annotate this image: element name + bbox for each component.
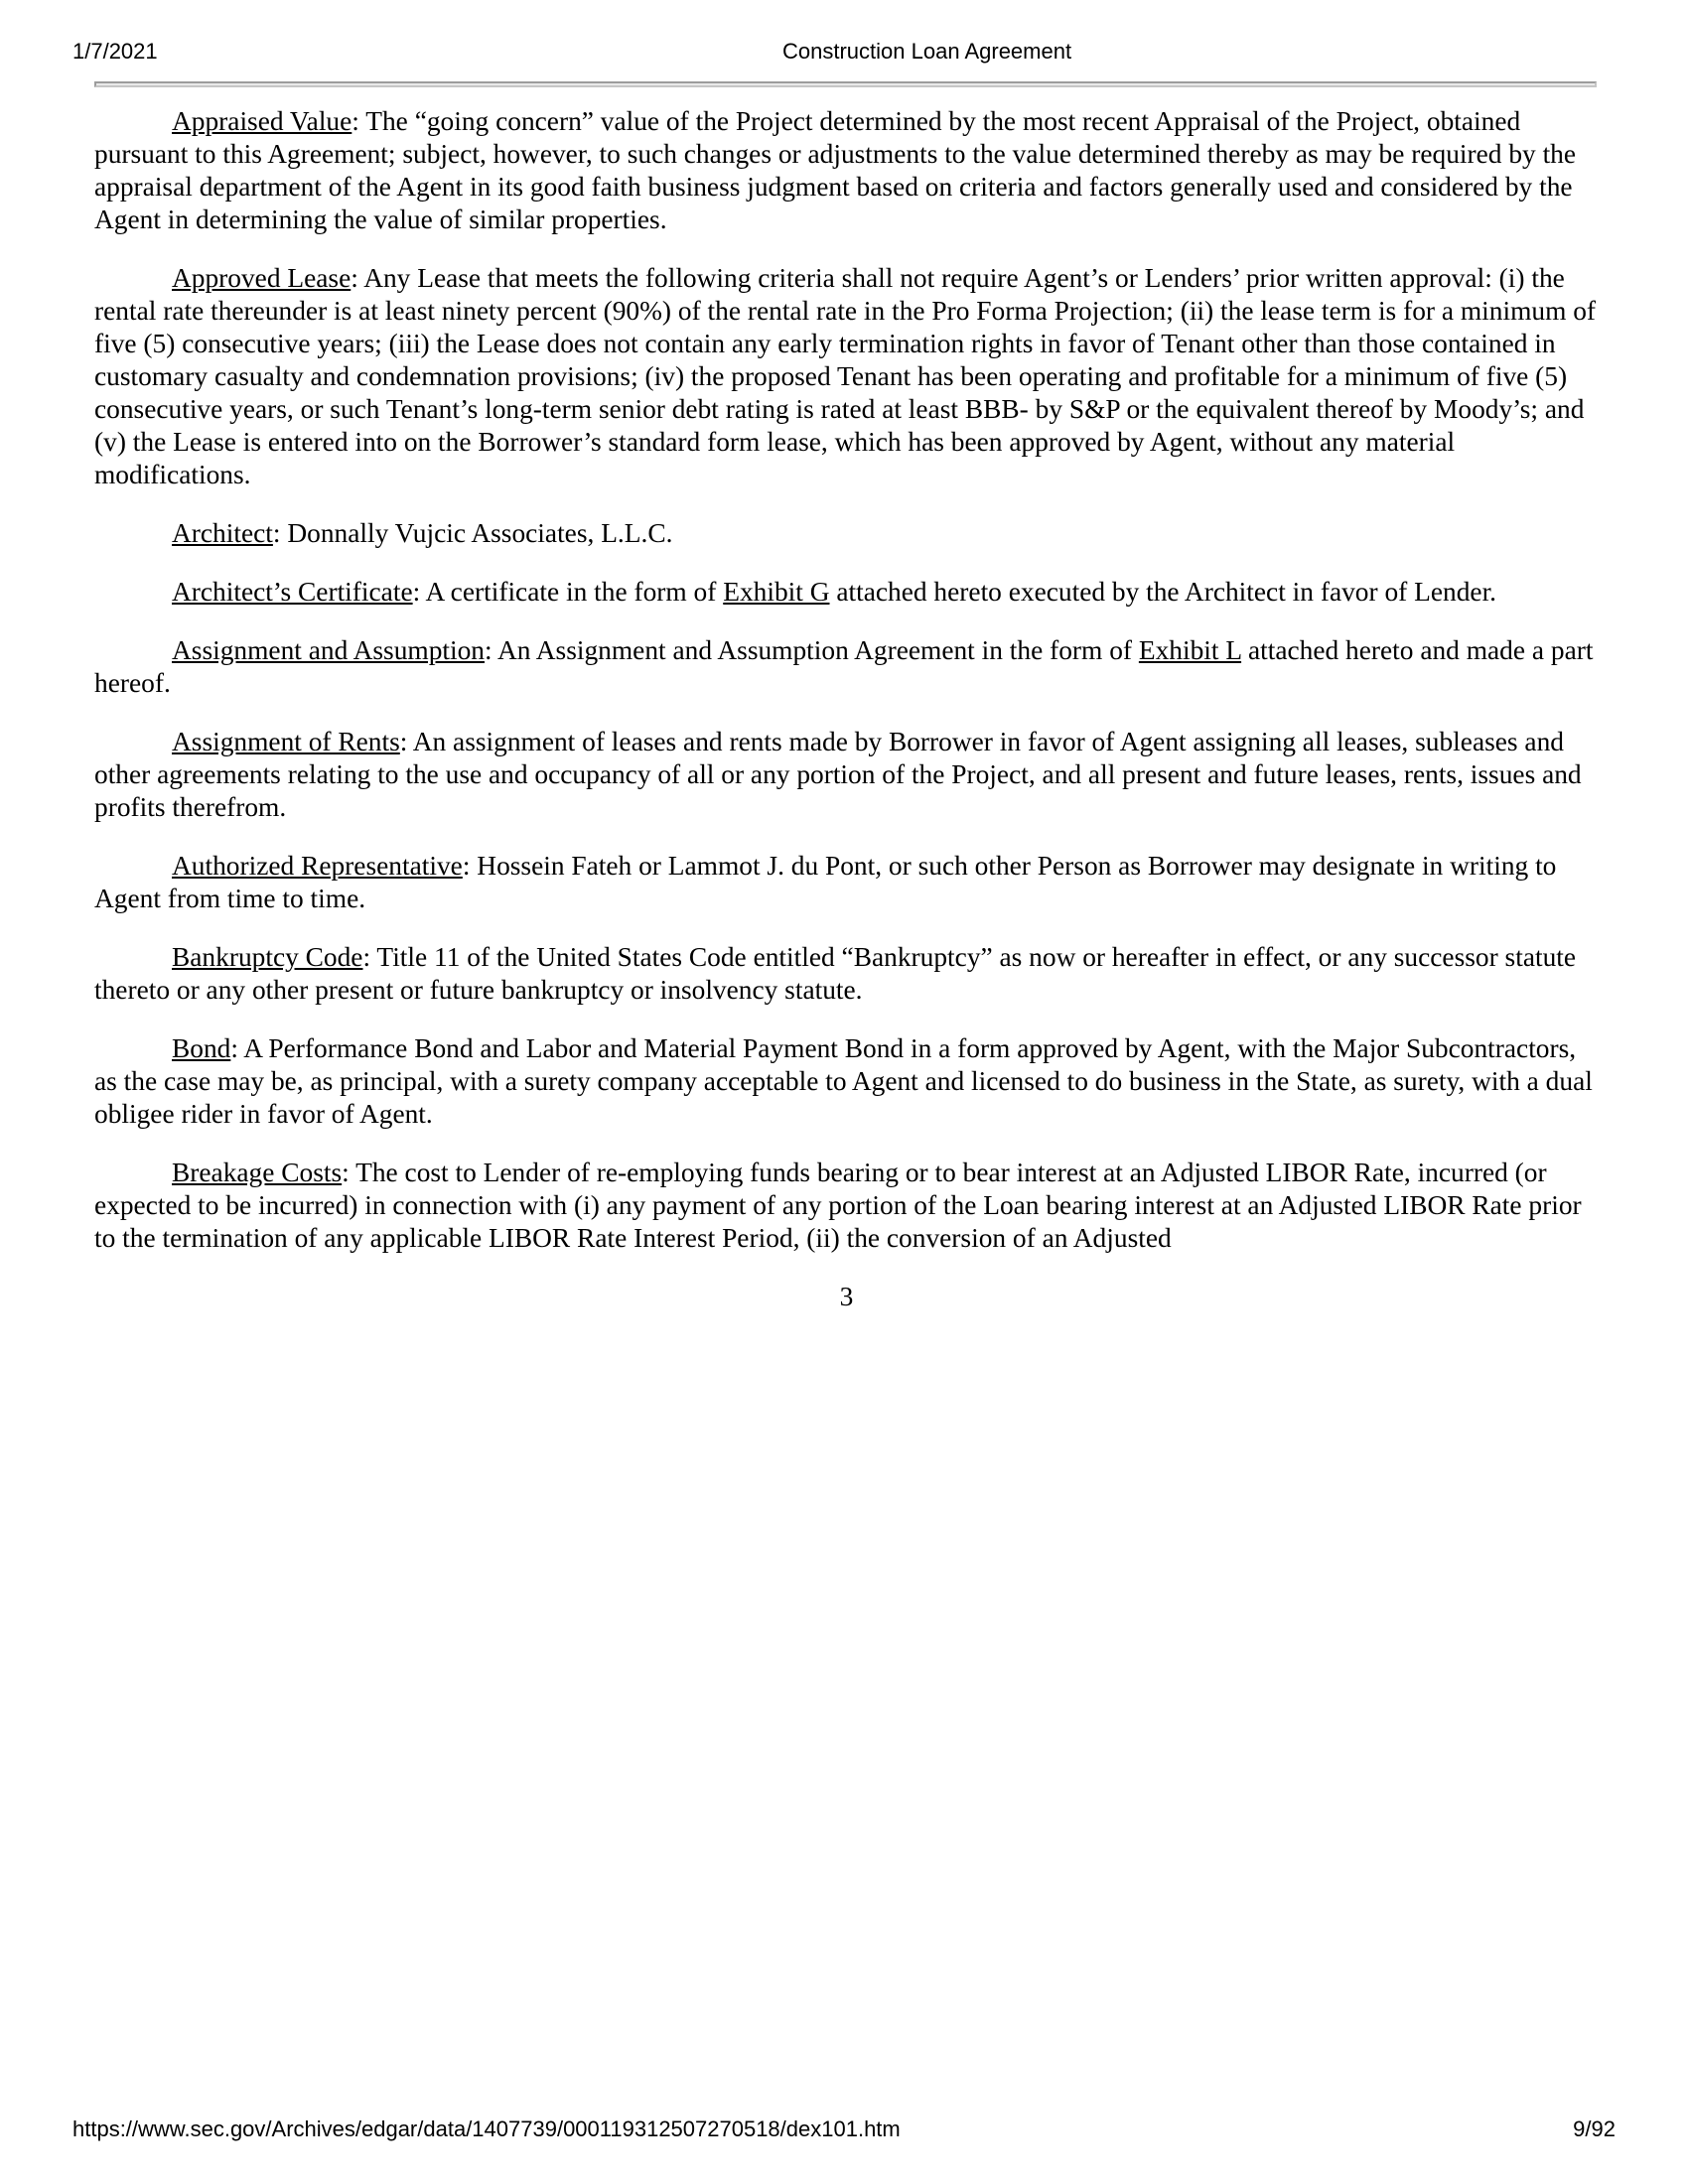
definition-text: : The “going concern” value of the Project determined by the most recent Appraisal of the Project, obtained pursuant to this Agreement; subject, however, to such changes or adjustments to the value determined thereby as may be required by the appraisal department of the Agent in its good faith business judgment based on criteria and factors generally used and considered by the Agent in determining the value of similar properties. <box>94 106 1577 234</box>
definition-paragraph <box>94 634 1599 700</box>
definition-paragraph <box>94 726 1599 824</box>
document-body <box>94 105 1599 1339</box>
defined-term: Approved Lease <box>172 263 352 293</box>
exhibit-reference: Exhibit G <box>723 577 830 607</box>
definition-paragraph <box>94 517 1599 550</box>
definition-text: : A certificate in the form of <box>412 577 724 607</box>
definition-paragraph <box>94 1032 1599 1131</box>
definition-paragraph <box>94 1157 1599 1255</box>
definition-text: : Title 11 of the United States Code entitled “Bankruptcy” as now or hereafter in effect, or any successor statute thereto or any other present or future bankruptcy or insolvency statute. <box>94 942 1577 1005</box>
definition-text: attached hereto and made a part hereof. <box>94 635 1594 698</box>
defined-term: Assignment of Rents <box>172 727 400 756</box>
definition-paragraph <box>94 941 1599 1007</box>
defined-term: Bond <box>172 1033 231 1063</box>
definition-text: : An Assignment and Assumption Agreement in the form of <box>485 635 1139 665</box>
definition-paragraph <box>94 262 1599 491</box>
exhibit-reference: Exhibit L <box>1138 635 1242 665</box>
defined-term: Assignment and Assumption <box>172 635 486 665</box>
definition-text: attached hereto executed by the Architect in favor of Lender. <box>829 577 1497 607</box>
definition-paragraph <box>94 850 1599 915</box>
defined-term: Bankruptcy Code <box>172 942 363 972</box>
defined-term: Authorized Representative <box>172 851 463 881</box>
footer-url: https://www.sec.gov/Archives/edgar/data/1407739/000119312507270518/dex101.htm <box>72 2116 901 2141</box>
footer-page-indicator: 9/92 <box>1573 2116 1616 2141</box>
header-title: Construction Loan Agreement <box>782 39 1072 64</box>
header-date: 1/7/2021 <box>72 39 158 64</box>
defined-term: Architect’s Certificate <box>172 577 413 607</box>
defined-term: Breakage Costs <box>172 1158 343 1187</box>
definition-text: : The cost to Lender of re-employing funds bearing or to bear interest at an Adjusted LIBOR Rate, incurred (or expected to be incurred) in connection with (i) any payment of any portion of the Loan bearing interest at an Adjusted LIBOR Rate prior to the termination of any applicable LIBOR Rate Interest Period, (ii) the conversion of an Adjusted <box>94 1158 1582 1253</box>
defined-term: Appraised Value <box>172 106 352 136</box>
definition-paragraph <box>94 105 1599 236</box>
defined-term: Architect <box>172 518 273 548</box>
definition-text: : A Performance Bond and Labor and Material Payment Bond in a form approved by Agent, with the Major Subcontractors, as the case may be, as principal, with a surety company acceptable to Agent and licensed to do business in the State, as surety, with a dual obligee rider in favor of Agent. <box>94 1033 1593 1129</box>
definition-text: : Donnally Vujcic Associates, L.L.C. <box>272 518 673 548</box>
page-number: 3 <box>839 1282 854 1311</box>
definition-text: : Any Lease that meets the following criteria shall not require Agent’s or Lenders’ prior written approval: (i) the rental rate thereunder is at least ninety percent (90%) of the rental rate in the Pro Forma Projection; (ii) the lease term is for a minimum of five (5) consecutive years; (iii) the Lease does not contain any early termination rights in favor of Tenant other than those contained in customary casualty and condemnation provisions; (iv) the proposed Tenant has been operating and profitable for a minimum of five (5) consecutive years, or such Tenant’s long-term senior debt rating is rated at least BBB- by S&P or the equivalent thereof by Moody’s; and (v) the Lease is entered into on the Borrower’s standard form lease, which has been approved by Agent, without any material modifications. <box>94 263 1597 489</box>
horizontal-rule <box>94 81 1597 87</box>
definition-text: : Hossein Fateh or Lammot J. du Pont, or such other Person as Borrower may designate in writing to Agent from time to time. <box>94 851 1557 913</box>
definition-text: : An assignment of leases and rents made by Borrower in favor of Agent assigning all leases, subleases and other agreements relating to the use and occupancy of all or any portion of the Project, and all present and future leases, rents, issues and profits therefrom. <box>94 727 1582 822</box>
definition-paragraph <box>94 576 1599 609</box>
